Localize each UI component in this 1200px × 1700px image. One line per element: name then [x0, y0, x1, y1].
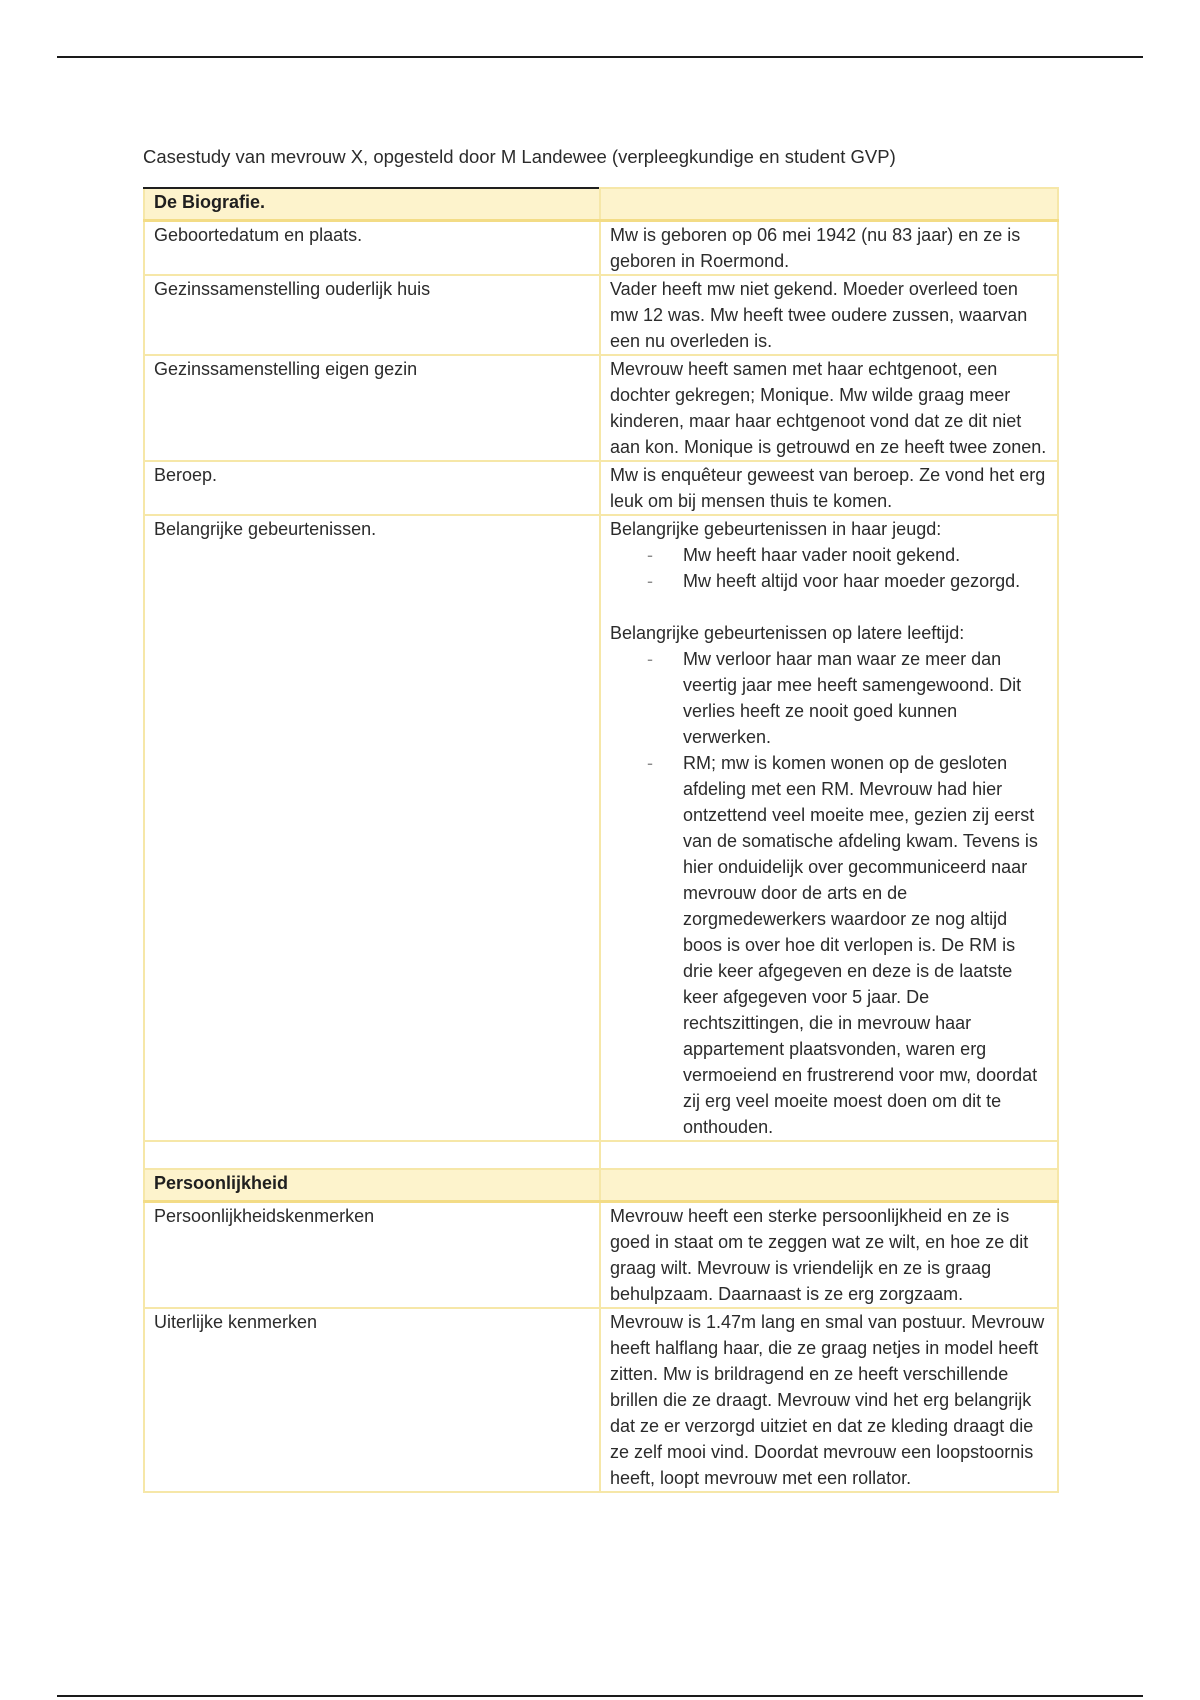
section-header-persoonlijkheid [144, 1169, 1058, 1202]
row-value: Mw is enquêteur geweest van beroep. Ze vond het erg leuk om bij mensen thuis te komen. [600, 461, 1058, 515]
section-header-empty-cell [600, 188, 1058, 221]
section-header-empty-cell [600, 1169, 1058, 1202]
table-row [144, 1308, 1058, 1492]
later-events-heading: Belangrijke gebeurtenissen op latere leeftijd: [610, 623, 965, 643]
section-title-persoonlijkheid: Persoonlijkheid [144, 1169, 600, 1202]
empty-cell [144, 1141, 600, 1169]
youth-events-list [610, 542, 1048, 594]
table-row-empty [144, 1141, 1058, 1169]
row-label: Gezinssamenstelling eigen gezin [144, 355, 600, 461]
row-value: Mevrouw heeft samen met haar echtgenoot, een dochter gekregen; Monique. Mw wilde graag meer kinderen, maar haar echtgenoot vond dat ze dit niet aan kon. Monique is getrouwd en ze heeft twee zonen. [600, 355, 1058, 461]
row-value: Mevrouw heeft een sterke persoonlijkheid en ze is goed in staat om te zeggen wat ze wilt, en hoe ze dit graag wilt. Mevrouw is vriendelijk en ze is graag behulpzaam. Daarnaast is ze erg zorgzaam. [600, 1202, 1058, 1309]
document-intro: Casestudy van mevrouw X, opgesteld door M Landewee (verpleegkundige en student GVP) [143, 146, 896, 167]
paragraph-gap [610, 594, 1048, 620]
table-row [144, 1202, 1058, 1309]
row-label: Uiterlijke kenmerken [144, 1308, 600, 1492]
list-item: - Mw heeft altijd voor haar moeder gezorgd. [683, 568, 1048, 594]
list-item: - RM; mw is komen wonen op de gesloten afdeling met een RM. Mevrouw had hier ontzettend veel moeite mee, gezien zij eerst van de somatische afdeling kwam. Tevens is hier onduidelijk over gecommuniceerd naar mevrouw door de arts en de zorgmedewerkers waardoor ze nog altijd boos is over hoe dit verlopen is. De RM is drie keer afgegeven en deze is de laatste keer afgegeven voor 5 jaar. De rechtszittingen, die in mevrouw haar appartement plaatsvonden, waren erg vermoeiend en frustrerend voor mw, doordat zij erg veel moeite moest doen om dit te onthouden. [683, 750, 1048, 1140]
row-label: Persoonlijkheidskenmerken [144, 1202, 600, 1309]
row-value: Mevrouw is 1.47m lang en smal van postuur. Mevrouw heeft halflang haar, die ze graag netjes in model heeft zitten. Mw is brildragend en ze heeft verschillende brillen die ze draagt. Mevrouw vind het erg belangrijk dat ze er verzorgd uitziet en dat ze kleding draagt die ze zelf mooi vind. Doordat mevrouw een loopstoornis heeft, loopt mevrouw met een rollator. [600, 1308, 1058, 1492]
row-value: Mw is geboren op 06 mei 1942 (nu 83 jaar) en ze is geboren in Roermond. [600, 221, 1058, 276]
later-events-list [610, 646, 1048, 1140]
table-row-events [144, 515, 1058, 1141]
footer-rule [57, 1695, 1143, 1697]
list-item: - Mw heeft haar vader nooit gekend. [683, 542, 1048, 568]
header-rule [57, 56, 1143, 58]
row-label: Beroep. [144, 461, 600, 515]
table-row [144, 221, 1058, 276]
youth-events-heading: Belangrijke gebeurtenissen in haar jeugd: [610, 519, 942, 539]
casestudy-table [143, 187, 1059, 1493]
row-label: Geboortedatum en plaats. [144, 221, 600, 276]
empty-cell [600, 1141, 1058, 1169]
section-title-biografie: De Biografie. [144, 188, 600, 221]
row-label: Belangrijke gebeurtenissen. [144, 515, 600, 1141]
table-row [144, 275, 1058, 355]
row-value-events [600, 515, 1058, 1141]
list-item: - Mw verloor haar man waar ze meer dan veertig jaar mee heeft samengewoond. Dit verlies heeft ze nooit goed kunnen verwerken. [683, 646, 1048, 750]
row-label: Gezinssamenstelling ouderlijk huis [144, 275, 600, 355]
row-value: Vader heeft mw niet gekend. Moeder overleed toen mw 12 was. Mw heeft twee oudere zussen, waarvan een nu overleden is. [600, 275, 1058, 355]
section-header-biografie [144, 188, 1058, 221]
table-row [144, 355, 1058, 461]
table-row [144, 461, 1058, 515]
